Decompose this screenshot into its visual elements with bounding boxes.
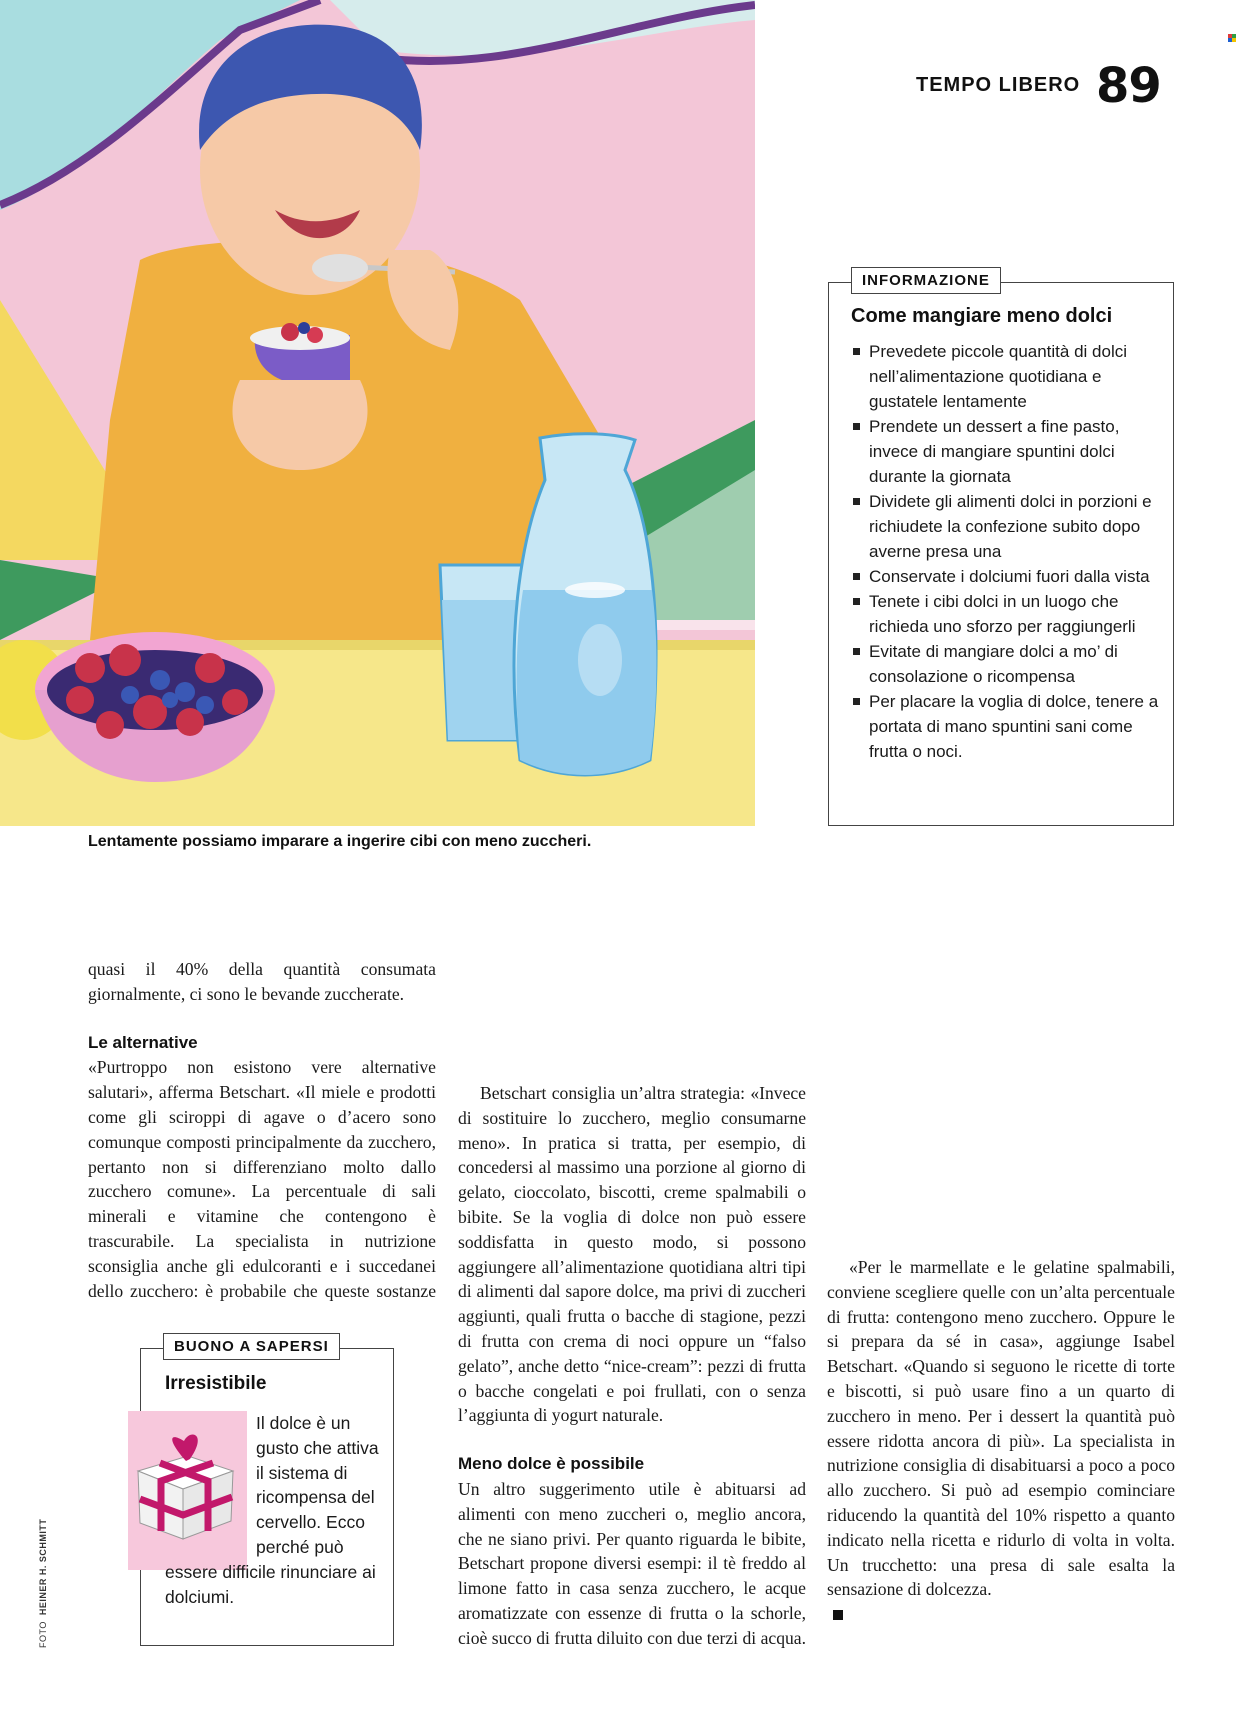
side-box-tag: BUONO A SAPERSI: [163, 1333, 340, 1360]
section-label: TEMPO LIBERO: [916, 74, 1081, 96]
article-paragraph: «Per le marmellate e le gelatine spalmabili, conviene scegliere quelle con un’alta percentuale di frutta: contengono meno zucchero. Oppure le si prepara da sé in casa», aggiunge Isabel Betschart. «Quando si seguono le ricette di torte e biscotti, si può usare fino a un quarto di zucchero in meno. Per i dessert la quantità può essere ridotta ancora di più». La specialista in nutrizione consiglia di disabituarsi a poco a poco allo zucchero. Si può ad esempio cominciare riducendo la quantità del 10% rispetto a quanto indicato nella ricetta e ridurlo di volta in volta. Un trucchetto: una presa di sale esalta la sensazione di dolcezza.: [827, 1257, 1175, 1600]
credit-label: FOTO: [38, 1621, 48, 1648]
article-paragraph: Betschart consiglia un’altra strategia: «Invece di sostituire lo zucchero, meglio consumarne meno». In pratica si tratta, per esempio, di concedersi al massimo una porzione al giorno di gelato, cioccolato, biscotti, creme spalmabili o bibite. Se la voglia di dolce non può essere soddisfatta in questo modo, si possono aggiungere all’alimentazione quotidiana altri tipi di alimenti dal sapore dolce, ma privi di zuccheri aggiunti, quali frutta o bacche di stagione, pezzi di frutta con crema di noci oppure un “falso gelato”, anche detto “nice-cream”: pezzi di frutta o bacche congelati e poi frullati, con o senza l’aggiunta di yogurt naturale.: [458, 1083, 806, 1426]
side-box-text-continued: essere difficile rinunciare ai dolciumi.: [165, 1562, 376, 1607]
list-item: Prevedete piccole quantità di dolci nell’alimentazione quotidiana e gustatele lentamente: [851, 339, 1161, 414]
side-box-text: Il dolce è un gusto che attiva il sistema di ricompensa del cervello. Ecco perché può: [256, 1413, 379, 1557]
photo-credit: [38, 1519, 48, 1648]
article-column-2: [458, 957, 806, 1651]
end-mark: [833, 1610, 843, 1620]
page-number: 89: [1096, 58, 1161, 114]
list-item: Per placare la voglia di dolce, tenere a portata di mano spuntini sani come frutta o noci.: [851, 689, 1161, 764]
list-item: Conservate i dolciumi fuori dalla vista: [851, 564, 1161, 589]
list-item: Prendete un dessert a fine pasto, invece di mangiare spuntini dolci durante la giornata: [851, 414, 1161, 489]
article-column-3: [827, 957, 1175, 1627]
illustration-caption: Lentamente possiamo imparare a ingerire cibi con meno zuccheri.: [88, 833, 592, 850]
list-item: Tenete i cibi dolci in un luogo che richieda uno sforzo per raggiungerli: [851, 589, 1161, 639]
section-heading: Le alternative: [88, 1032, 198, 1052]
article-paragraph: quasi il 40% della quantità consumata giornalmente, ci sono le bevande zuccherate.: [88, 959, 436, 1004]
gift-illustration: [128, 1411, 247, 1570]
article-paragraph: Un altro suggerimento utile è abituarsi ad alimenti con meno zuccheri o, meglio ancora, che ne siano privi. Per quanto riguarda le bibite, Betschart propone diversi esempi: il tè freddo al limone fatto in casa senza zucchero, le acque aromatizzate con essenze di frutta o la schorle, cioè succo di frutta diluito con due terzi di acqua.: [458, 1478, 806, 1648]
side-box: [140, 1338, 394, 1646]
info-box-title: Come mangiare meno dolci: [851, 305, 1113, 327]
article-column-1: [88, 957, 436, 1303]
list-item: Evitate di mangiare dolci a mo’ di consolazione o ricompensa: [851, 639, 1161, 689]
section-heading: Meno dolce è possibile: [458, 1454, 645, 1474]
illustration: [0, 0, 755, 826]
side-box-title: Irresistibile: [165, 1373, 267, 1394]
list-item: Dividete gli alimenti dolci in porzioni e richiudete la confezione subito dopo averne presa una: [851, 489, 1161, 564]
info-box: [828, 272, 1174, 826]
info-box-list: [851, 339, 1161, 764]
info-box-tag: INFORMAZIONE: [851, 267, 1001, 294]
credit-name: HEINER H. SCHMITT: [38, 1518, 48, 1616]
article-paragraph: «Purtroppo non esistono vere alternative salutari», afferma Betschart. «Il miele e prodotti come gli sciroppi di agave o d’acero sono comunque composti principalmente da zucchero, pertanto non si differenziano molto dallo zucchero comune». La percentuale di sali minerali e vitamine che contengono è trascurabile. La specialista in nutrizione sconsiglia anche gli edulcoranti e i succedanei dello zucchero: è probabile che queste sostanze: [88, 1057, 436, 1301]
color-registration-mark: [1228, 34, 1236, 42]
